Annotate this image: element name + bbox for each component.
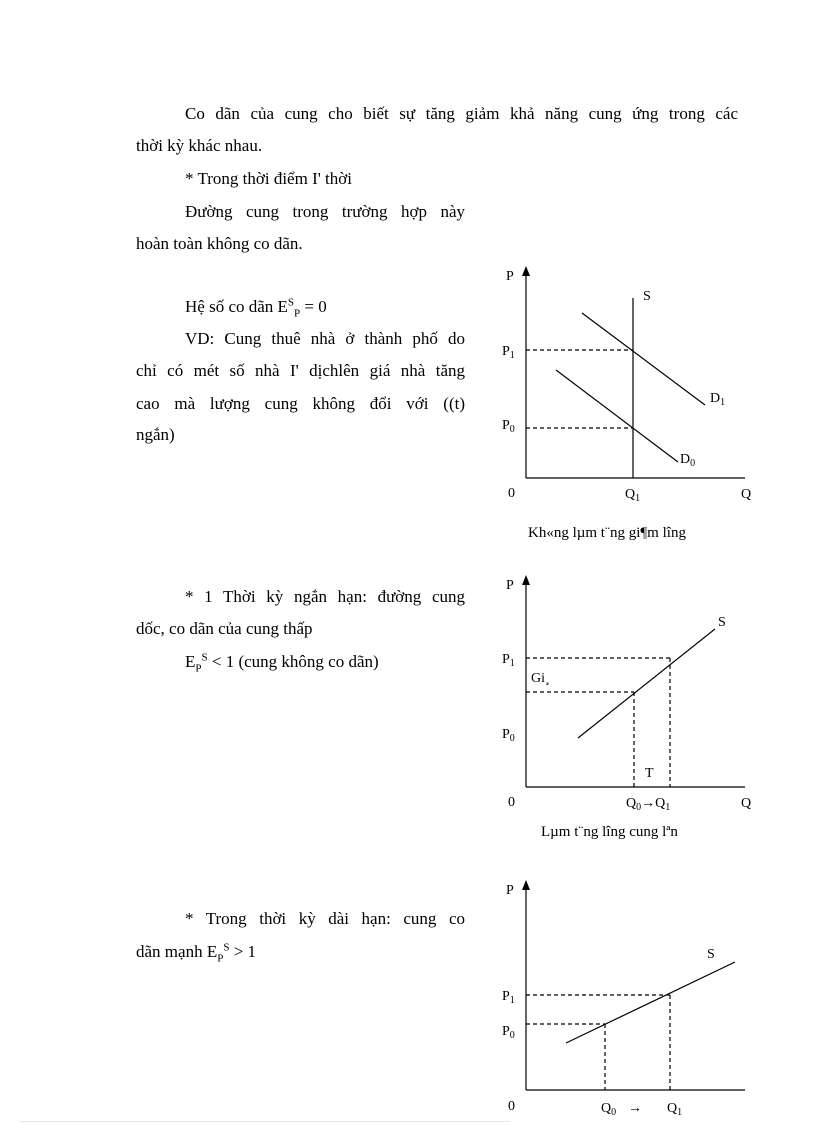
graph-1-label-p0: $P_0$ [502, 418, 515, 435]
para-1-line-2: thời kỳ khác nhau. [136, 136, 263, 155]
para-3-line-1: Đường cung trong trường hợp này [185, 202, 465, 221]
para-4-elasticity: Hệ số co dãn $E^S_P = 0$ [185, 296, 327, 320]
graph-2-label-q: Q [741, 796, 752, 811]
para-7-elasticity: $E_P^S < 1$ (cung không co dãn) [185, 651, 379, 675]
graph-2-label-t: T [645, 766, 654, 781]
graph-2-label-p: P [506, 578, 514, 593]
graph-1-demand-d1 [582, 313, 705, 405]
footer-rule [20, 1121, 510, 1122]
graph-3-label-p: P [506, 883, 514, 898]
graph-2-label-q0-q1: $Q_0\to Q_1$ [626, 796, 671, 813]
para-5-line-2: chỉ có mét số nhà I' dịchlên giá nhà tăng [136, 361, 465, 380]
graph-1-caption: Kh«ng lµm t¨ng gi¶m lîng [528, 525, 686, 541]
graph-1-label-p1: $P_1$ [502, 344, 515, 361]
para-3-line-2: hoàn toàn không co dãn. [136, 234, 303, 253]
graph-3-label-p1: $P_1$ [502, 989, 515, 1006]
para-6-line-1: * 1 Thời kỳ ngắn hạn: đường cung [185, 587, 465, 606]
para-1-line-1: Co dãn của cung cho biết sự tăng giảm khả năng cung ứng trong các [185, 104, 738, 123]
para-8-line-2: dãn mạnh $E_P^S > 1$ [136, 941, 257, 965]
graph-3-label-s: S [707, 947, 715, 962]
graph-1-label-d0: $D_0$ [680, 452, 696, 469]
graph-2-label-gia: Gi¸ [531, 671, 550, 686]
graph-2-y-arrow [522, 575, 530, 585]
graph-2-supply-line [578, 629, 715, 738]
graph-1-label-p: P [506, 269, 514, 284]
graph-2-caption: Lµm t¨ng lîng cung lªn [541, 824, 678, 840]
graph-3-supply-line [566, 962, 735, 1043]
para-5-line-4: ngắn) [136, 425, 175, 444]
graph-2-label-origin: 0 [508, 795, 515, 810]
para-8-line-1: * Trong thời kỳ dài hạn: cung co [185, 909, 465, 928]
graph-3-label-arrow: → [628, 1101, 642, 1116]
para-5-line-1: VD: Cung thuê nhà ở thành phố do [185, 329, 465, 348]
graph-1-label-q: Q [741, 487, 752, 502]
graph-1-label-q1: $Q_1$ [625, 487, 641, 504]
graph-1-label-d1: $D_1$ [710, 391, 726, 408]
graph-3-label-origin: 0 [508, 1099, 515, 1114]
para-2: * Trong thời điểm I' thời [185, 169, 352, 188]
graph-1-demand-d0 [556, 370, 678, 462]
graph-3-y-arrow [522, 880, 530, 890]
graph-3-label-q1: $Q_1$ [667, 1101, 683, 1118]
graph-2-label-s: S [718, 615, 726, 630]
para-6-line-2: dốc, co dãn của cung thấp [136, 619, 313, 638]
para-5-line-3: cao mà lượng cung không đổi với ((t) [136, 394, 465, 413]
graph-1-y-arrow [522, 266, 530, 276]
graph-1-label-origin: 0 [508, 486, 515, 501]
graph-2-label-p0: $P_0$ [502, 727, 515, 744]
graph-2-label-p1: $P_1$ [502, 652, 515, 669]
graph-1-label-s: S [643, 289, 651, 304]
graph-3-label-q0: $Q_0$ [601, 1101, 617, 1118]
graph-3-label-p0: $P_0$ [502, 1024, 515, 1041]
